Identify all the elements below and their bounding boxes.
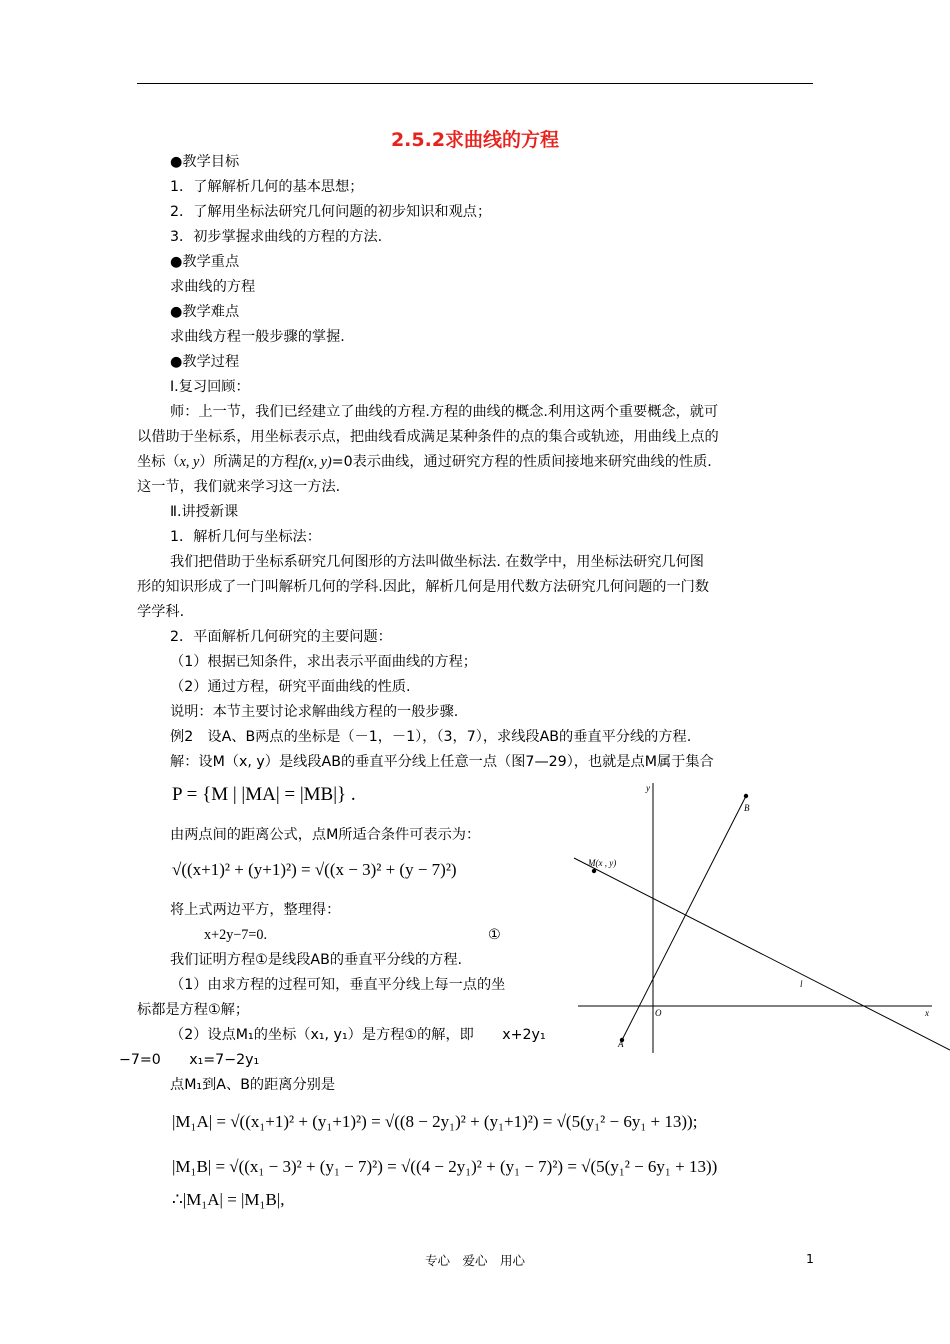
difficulty-text: 求曲线方程一般步骤的掌握. xyxy=(170,329,345,345)
page-footer: 专心 爱心 用心 xyxy=(424,1253,525,1268)
bisector-line-l xyxy=(574,858,950,1050)
label-l: l xyxy=(800,979,803,989)
label-x: x xyxy=(925,1008,929,1018)
section-2-item-2: （2）通过方程，研究平面曲线的性质. xyxy=(170,679,411,695)
difficulty-heading: ●教学难点 xyxy=(170,304,240,320)
section-1-line-2: 形的知识形成了一门叫解析几何的学科.因此，解析几何是用代数方法研究几何问题的一门数 xyxy=(137,579,710,595)
distance-intro: 由两点间的距离公式，点M所适合条件可表示为： xyxy=(170,827,481,843)
label-o: O xyxy=(655,1008,662,1018)
header-rule xyxy=(137,83,813,84)
goal-1: 1．了解解析几何的基本思想； xyxy=(170,179,364,195)
page-number: 1 xyxy=(806,1251,814,1266)
review-heading: Ⅰ.复习回顾： xyxy=(170,379,250,395)
label-a: A xyxy=(618,1039,624,1049)
solution-line-1: 解：设M（x, y）是线段AB的垂直平分线上任意一点（图7—29），也就是点M属于集合 xyxy=(170,754,714,770)
label-m: M(x , y) xyxy=(588,858,617,868)
review-paragraph-line-1: 师：上一节，我们已经建立了曲线的方程.方程的曲线的概念.利用这两个重要概念，就可 xyxy=(170,404,719,420)
square-text: 将上式两边平方，整理得： xyxy=(170,902,341,918)
point-b xyxy=(744,794,748,798)
example-2: 例2 设A、B两点的坐标是（－1，－1），（3，7），求线段AB的垂直平分线的方程. xyxy=(170,729,692,745)
figure-7-29 xyxy=(560,775,950,1075)
section-2-heading: 2．平面解析几何研究的主要问题： xyxy=(170,629,392,645)
section-1-line-3: 学学科. xyxy=(137,604,185,620)
process-heading: ●教学过程 xyxy=(170,354,240,370)
label-b: B xyxy=(744,803,750,813)
distance-m1-text: 点M₁到A、B的距离分别是 xyxy=(170,1077,336,1093)
m1b-formula: |M₁B| = √((x₁ − 3)² + (y₁ − 7)²) = √((4 − 2y₁)² + (y₁ − 7)²) = √(5(y₁² − 6y₁ + 13)) xyxy=(172,1157,718,1176)
goals-heading: ●教学目标 xyxy=(170,154,240,170)
section-1-line-1: 我们把借助于坐标系研究几何图形的方法叫做坐标法. 在数学中，用坐标法研究几何图 xyxy=(170,554,704,570)
section-2-item-1: （1）根据已知条件，求出表示平面曲线的方程； xyxy=(170,654,477,670)
goal-3: 3．初步掌握求曲线的方程的方法. xyxy=(170,229,383,245)
equation-1-tag: ① xyxy=(488,927,501,943)
section-1-heading: 1．解析几何与坐标法： xyxy=(170,529,321,545)
proof-2-line-1: （2）设点M₁的坐标（x₁, y₁）是方程①的解，即 x+2y₁ xyxy=(170,1027,546,1043)
label-y: y xyxy=(646,783,650,793)
review-paragraph-line-4: 这一节，我们就来学习这一方法. xyxy=(137,479,341,495)
set-formula: P = {M | |MA| = |MB|} . xyxy=(172,784,356,805)
m1a-formula: |M₁A| = √((x₁+1)² + (y₁+1)²) = √((8 − 2y₁)² + (y₁+1)²) = √(5(y₁² − 6y₁ + 13)); xyxy=(172,1112,698,1131)
point-m xyxy=(592,869,596,873)
review-paragraph-line-3: 坐标（x, y）所满足的方程f(x, y)=0表示曲线，通过研究方程的性质间接地来研究曲线的性质. xyxy=(137,454,712,470)
equation-1: x+2y−7=0. xyxy=(204,927,268,943)
proof-1-line-2: 标都是方程①解； xyxy=(137,1002,250,1018)
new-lesson-heading: Ⅱ.讲授新课 xyxy=(170,504,239,520)
review-paragraph-line-2: 以借助于坐标系，用坐标表示点，把曲线看成满足某种条件的点的集合或轨迹，用曲线上点的 xyxy=(137,429,719,445)
prove-text: 我们证明方程①是线段AB的垂直平分线的方程. xyxy=(170,952,463,968)
proof-2-line-2: −7=0 x₁=7−2y₁ xyxy=(119,1052,260,1068)
proof-1-line-1: （1）由求方程的过程可知，垂直平分线上每一点的坐 xyxy=(170,977,506,993)
key-text: 求曲线的方程 xyxy=(170,279,256,295)
goal-2: 2．了解用坐标法研究几何问题的初步知识和观点； xyxy=(170,204,492,220)
key-heading: ●教学重点 xyxy=(170,254,240,270)
page-title: 2.5.2求曲线的方程 xyxy=(390,129,560,151)
therefore-formula: ∴|M₁A| = |M₁B|, xyxy=(172,1190,285,1209)
segment-ab xyxy=(622,796,746,1040)
note-text: 说明：本节主要讨论求解曲线方程的一般步骤. xyxy=(170,704,459,720)
distance-formula: √((x+1)² + (y+1)²) = √((x − 3)² + (y − 7)²) xyxy=(172,860,457,879)
